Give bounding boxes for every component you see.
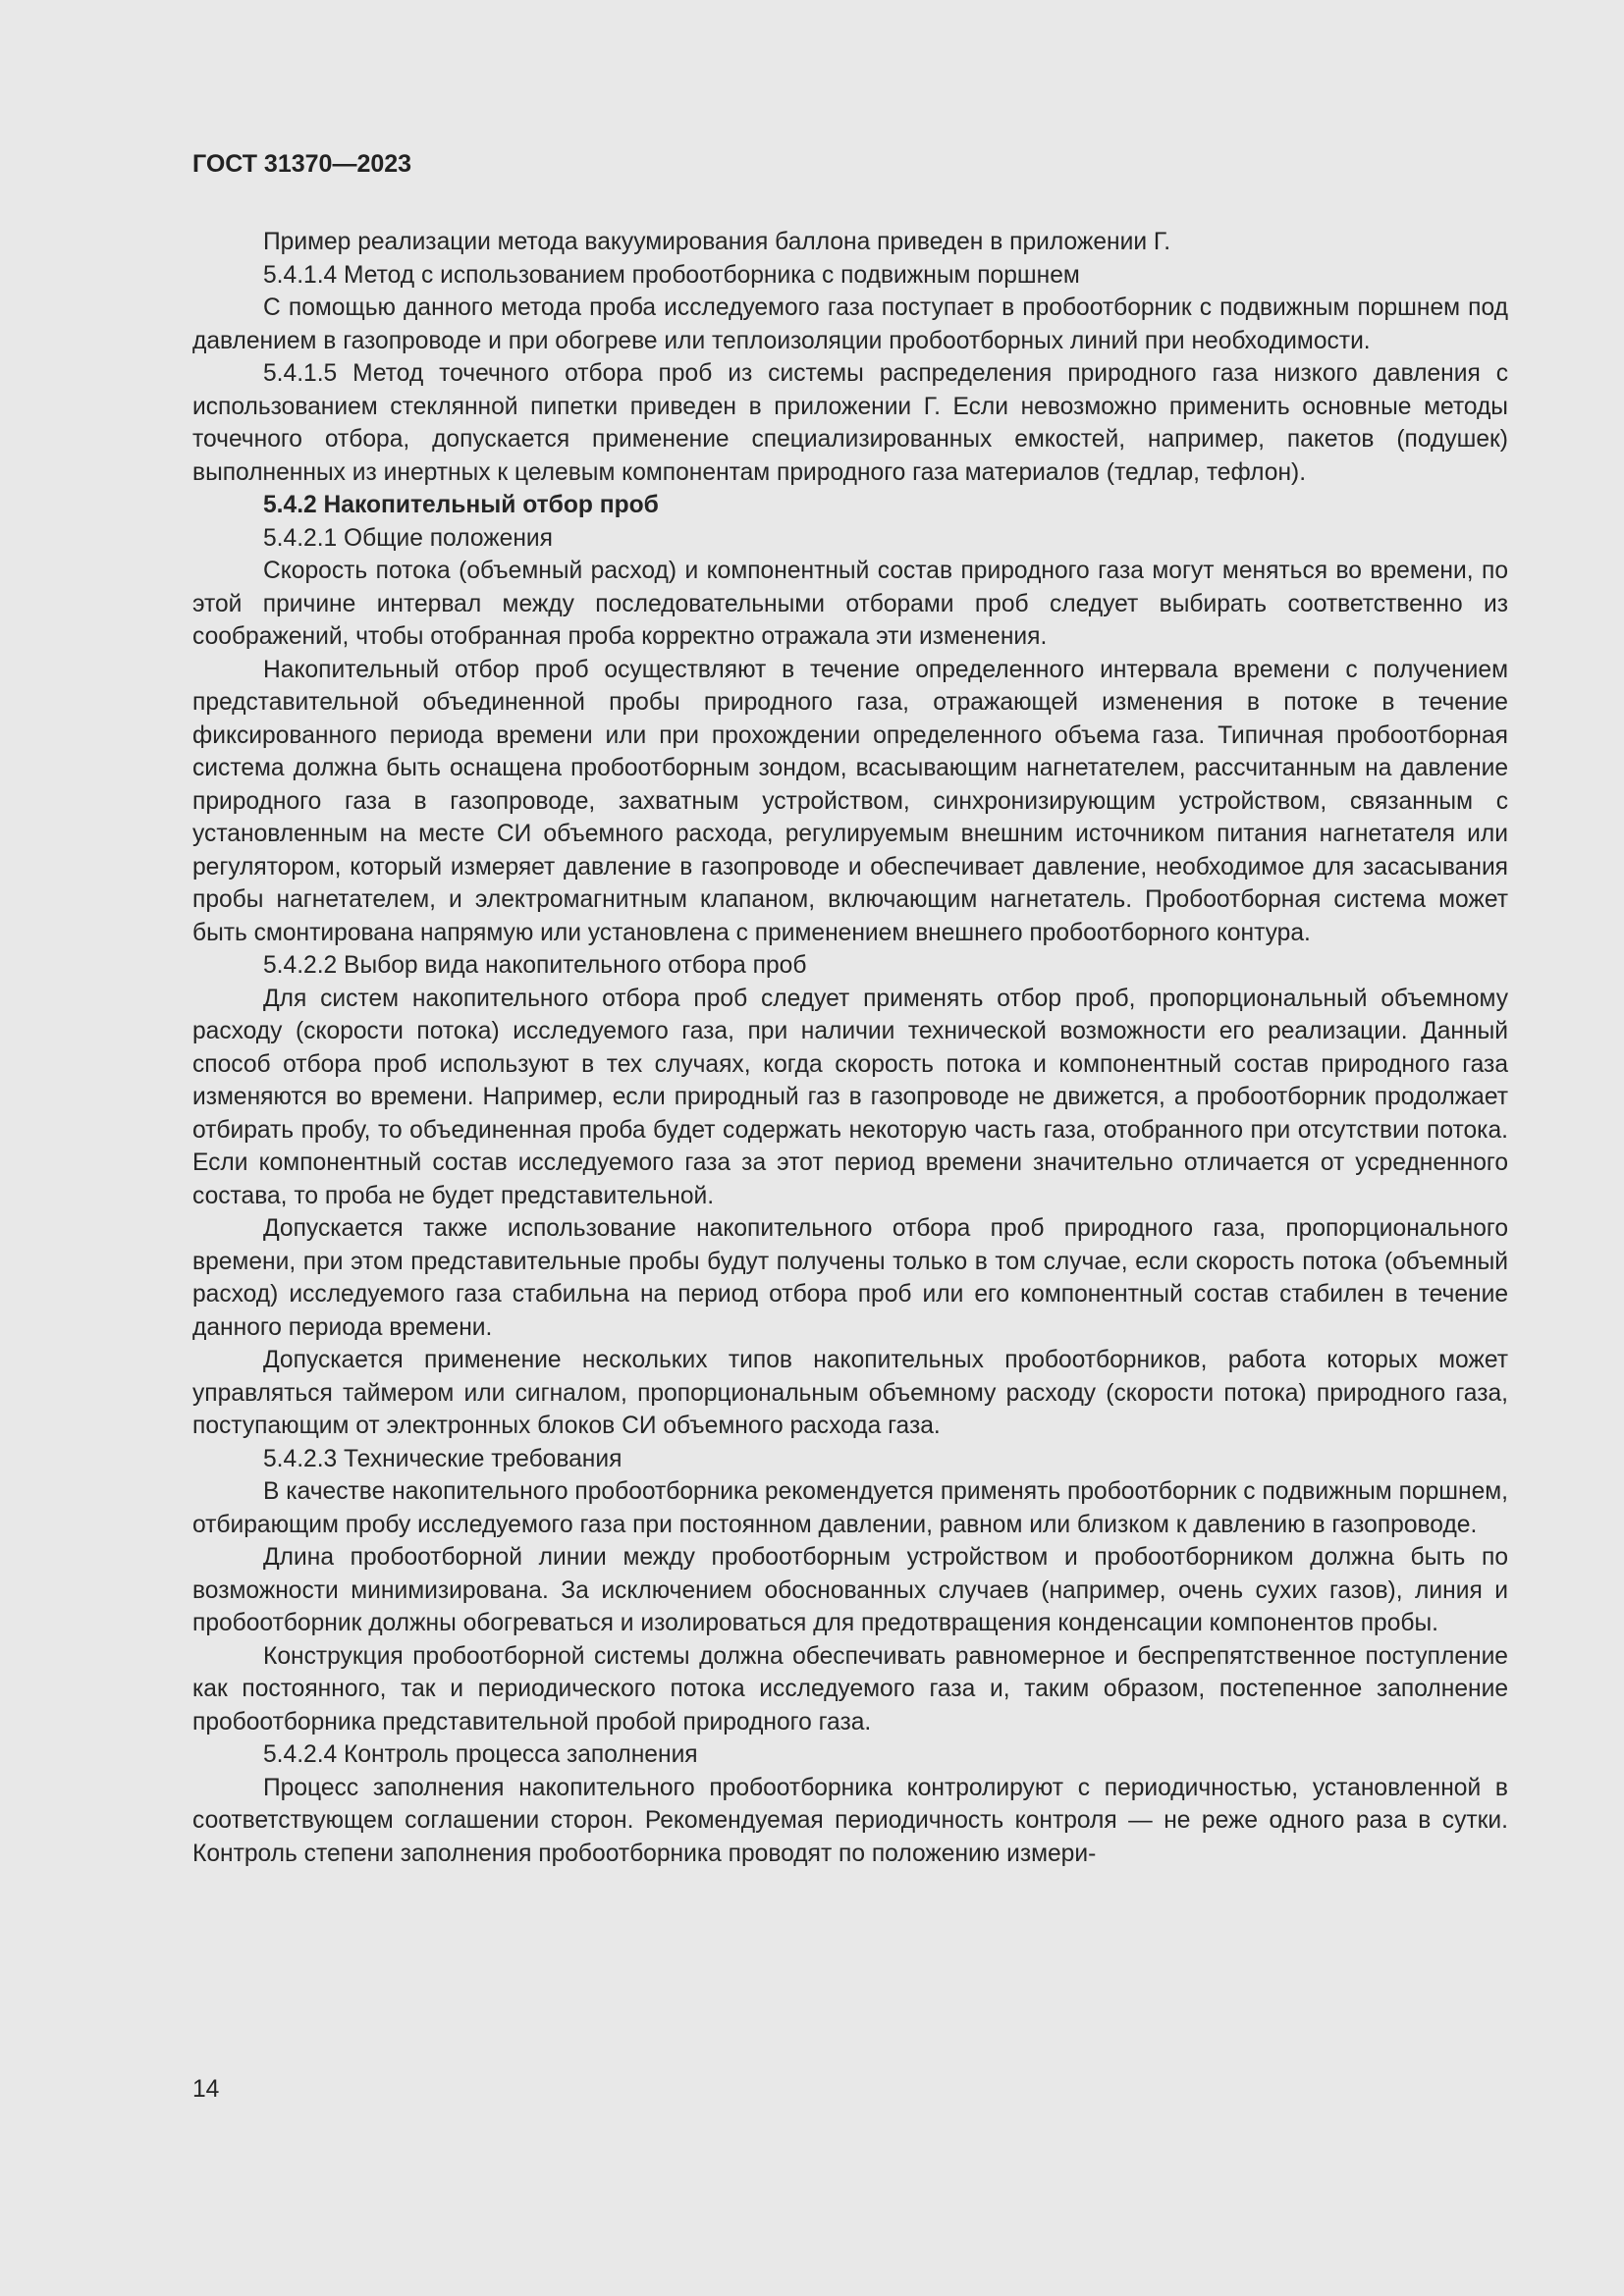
paragraph: Для систем накопительного отбора проб следует применять отбор проб, пропорциональный объемному расходу (скорости потока) исследуемого газа, при наличии технической возможности его реализации. Данный способ отбора проб используют в тех случаях, когда скорость потока и компонентный состав природного газа изменяются во времени. Например, если природный газ в газопроводе не движется, а пробоотборник продолжает отбирать пробу, то объединенная проба будет содержать некоторую часть газа, отобранного при отсутствии потока. Если компонентный состав исследуемого газа за этот период времени значительно отличается от усредненного состава, то проба не будет представительной. [192, 985, 1508, 1209]
standard-header: ГОСТ 31370—2023 [192, 150, 412, 178]
paragraph: Пример реализации метода вакуумирования баллона приведен в приложении Г. [263, 229, 1171, 255]
paragraph: Допускается применение нескольких типов накопительных пробоотборников, работа которых может управляться таймером или сигналом, пропорциональным объемному расходу (скорости потока) природного газа, поступающим от электронных блоков СИ объемного расхода газа. [192, 1347, 1508, 1439]
paragraph: В качестве накопительного пробоотборника рекомендуется применять пробоотборник с подвижным поршнем, отбирающим пробу исследуемого газа при постоянном давлении, равном или близком к давлению в газопроводе. [192, 1478, 1508, 1538]
paragraph: 5.4.1.5 Метод точечного отбора проб из системы распределения природного газа низкого давления с использованием стеклянной пипетки приведен в приложении Г. Если невозможно применить основные методы точечного отбора, допускается применение специализированных емкостей, например, пакетов (подушек) выполненных из инертных к целевым компонентам природного газа материалов (тедлар, тефлон). [192, 360, 1508, 486]
paragraph: 5.4.1.4 Метод с использованием пробоотборника с подвижным поршнем [263, 261, 1080, 289]
paragraph: С помощью данного метода проба исследуемого газа поступает в пробоотборник с подвижным поршнем под давлением в газопроводе и при обогреве или теплоизоляции пробоотборных линий при необходимости. [192, 294, 1508, 354]
paragraph: Конструкция пробоотборной системы должна обеспечивать равномерное и беспрепятственное поступление как постоянного, так и периодического потока исследуемого газа и, таким образом, постепенное заполнение пробоотборника представительной пробой природного газа. [192, 1642, 1508, 1735]
paragraph: Накопительный отбор проб осуществляют в течение определенного интервала времени с получением представительной объединенной пробы природного газа, отражающей изменения в потоке в течение фиксированного периода времени или при прохождении определенного объема газа. Типичная пробоотборная система должна быть оснащена пробоотборным зондом, всасывающим нагнетателем, рассчитанным на давление природного газа в газопроводе, захватным устройством, синхронизирующим устройством, связанным с установленным на месте СИ объемного расхода, регулируемым внешним источником питания нагнетателя или регулятором, который измеряет давление в газопроводе и обеспечивает давление, необходимое для засасывания пробы нагнетателем, и электромагнитным клапаном, включающим нагнетатель. Пробоотборная система может быть смонтирована напрямую или установлена с применением внешнего пробоотборного контура. [192, 656, 1508, 946]
paragraph: Процесс заполнения накопительного пробоотборника контролируют с периодичностью, установленной в соответствующем соглашении сторон. Рекомендуемая периодичность контроля — не реже одного раза в сутки. Контроль степени заполнения пробоотборника проводят по положению измери- [192, 1774, 1508, 1867]
paragraph: Допускается также использование накопительного отбора проб природного газа, пропорционального времени, при этом представительные пробы будут получены только в том случае, если скорость потока (объемный расход) исследуемого газа стабильна на период отбора проб или его компонентный состав стабилен в течение данного периода времени. [192, 1215, 1508, 1341]
section-heading: 5.4.2 Накопительный отбор проб [263, 492, 659, 518]
paragraph: Длина пробоотборной линии между пробоотборным устройством и пробоотборником должна быть по возможности минимизирована. За исключением обоснованных случаев (например, очень сухих газов), линия и пробоотборник должны обогреваться и изолироваться для предотвращения конденсации компонентов пробы. [192, 1544, 1508, 1636]
paragraph: 5.4.2.2 Выбор вида накопительного отбора проб [263, 952, 807, 979]
paragraph: 5.4.2.1 Общие положения [263, 524, 553, 552]
body-text [192, 226, 1508, 1870]
paragraph: 5.4.2.4 Контроль процесса заполнения [263, 1741, 698, 1768]
page-number: 14 [192, 2076, 220, 2103]
paragraph: 5.4.2.3 Технические требования [263, 1445, 623, 1472]
paragraph: Скорость потока (объемный расход) и компонентный состав природного газа могут меняться во времени, по этой причине интервал между последовательными отборами проб следует выбирать соответственно из соображений, чтобы отобранная проба корректно отражала эти изменения. [192, 558, 1508, 650]
